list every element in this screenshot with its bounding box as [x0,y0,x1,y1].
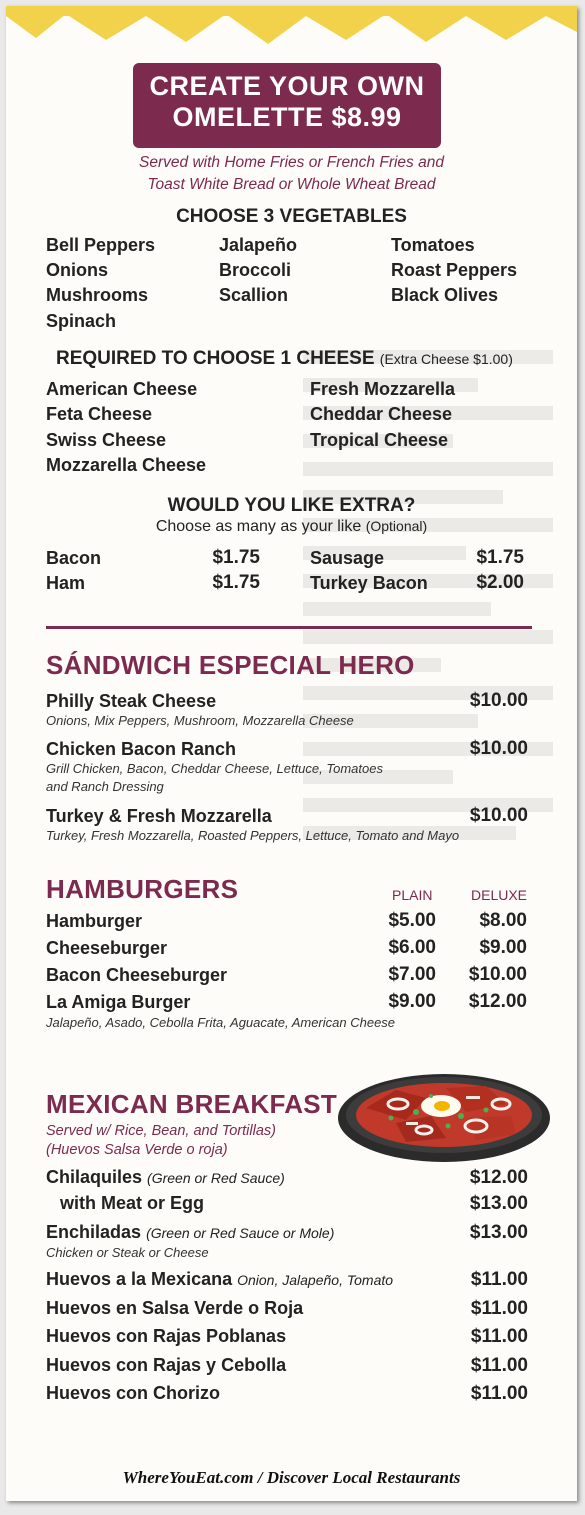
mexicana-note: Onion, Jalapeño, Tomato [237,1272,394,1288]
mexican-item-name: Huevos en Salsa Verde o Roja [46,1298,304,1318]
extra-item-price: $2.00 [476,572,524,593]
burger-plain-price: $6.00 [388,937,436,958]
extra-optional: (Optional) [365,518,428,534]
omelette-title-line1: CREATE YOUR OWN [149,71,425,101]
sandwich-item-name: Turkey & Fresh Mozzarella [46,806,272,826]
sandwich-item-desc: and Ranch Dressing [46,779,164,794]
sandwich-item-desc: Grill Chicken, Bacon, Cheddar Cheese, Lettuce, Tomatoes [46,761,383,776]
enchiladas-name: Enchiladas [46,1222,142,1242]
deluxe-column-header: DELUXE [471,887,528,903]
cheese-extra-note: (Extra Cheese $1.00) [379,351,513,367]
cheese-item: Mozzarella Cheese [46,455,207,475]
sandwich-item-price: $10.00 [469,738,528,759]
extra-item-price: $1.75 [212,547,260,568]
sandwich-item-name: Philly Steak Cheese [46,691,217,711]
section-divider [46,626,532,629]
sandwich-item-desc: Turkey, Fresh Mozzarella, Roasted Peppers, Lettuce, Tomato and Mayo [46,828,460,843]
extra-item-price: $1.75 [476,547,524,568]
chilaquiles-item [46,1167,285,1188]
vegetable-item: Jalapeño [219,235,298,255]
mexican-item-name: Huevos con Rajas Poblanas [46,1326,287,1346]
cheese-item: Swiss Cheese [46,430,167,450]
enchiladas-desc: Chicken or Steak or Cheese [46,1245,209,1260]
cheese-item: Feta Cheese [46,404,153,424]
mexican-item-price: $11.00 [470,1298,528,1319]
vegetable-item: Mushrooms [46,285,149,305]
vegetable-item: Black Olives [391,285,499,305]
cheese-item: Tropical Cheese [310,430,449,450]
extra-subheading [6,518,577,536]
vegetable-item: Spinach [46,311,117,331]
omelette-served-line1: Served with Home Fries or French Fries and [139,154,444,171]
vegetable-item: Bell Peppers [46,235,156,255]
cheese-heading-text: REQUIRED TO CHOOSE 1 CHEESE [56,348,375,369]
cheese-item: Fresh Mozzarella [310,379,456,399]
burger-item-name: Cheeseburger [46,938,168,958]
mexicana-item [46,1269,393,1290]
mexicana-price: $11.00 [470,1269,528,1290]
extra-item-name: Ham [46,573,86,593]
mexican-breakfast-heading: MEXICAN BREAKFAST [46,1089,338,1119]
mexican-item-name: Huevos con Rajas y Cebolla [46,1355,287,1375]
enchiladas-item [46,1222,334,1243]
footer-link[interactable]: WhereYouEat.com / Discover Local Restaurants [122,1468,461,1487]
sandwich-item-price: $10.00 [469,690,528,711]
extra-heading: WOULD YOU LIKE EXTRA? [167,495,416,516]
mexican-item-name: Huevos con Chorizo [46,1383,221,1403]
vegetable-item: Broccoli [219,260,292,280]
chilaquiles-name: Chilaquiles [46,1167,143,1187]
vegetable-item: Roast Peppers [391,260,518,280]
with-meat-price: $13.00 [469,1193,528,1214]
burger-deluxe-price: $12.00 [468,991,527,1012]
sandwich-item-desc: Onions, Mix Peppers, Mushroom, Mozzarella Cheese [46,713,354,728]
burger-plain-price: $5.00 [388,910,436,931]
sandwich-item-name: Chicken Bacon Ranch [46,739,237,759]
extra-item-name: Sausage [310,548,385,568]
burger-item-name: Bacon Cheeseburger [46,965,228,985]
zigzag-banner [6,6,577,46]
omelette-served-line2: Toast White Bread or Whole Wheat Bread [147,176,436,193]
chilaquiles-note: (Green or Red Sauce) [147,1170,285,1186]
vegetables-heading: CHOOSE 3 VEGETABLES [176,206,407,227]
mexican-sub-line2: (Huevos Salsa Verde o roja) [46,1142,228,1158]
vegetable-item: Onions [46,260,108,280]
burger-item-name: La Amiga Burger [46,992,191,1012]
mexican-item-price: $11.00 [470,1326,528,1347]
sandwich-heading: SÁNDWICH ESPECIAL HERO [46,650,415,680]
cheese-item: Cheddar Cheese [310,404,453,424]
hamburgers-heading: HAMBURGERS [46,874,239,904]
burger-item-desc: Jalapeño, Asado, Cebolla Frita, Aguacate, American Cheese [46,1015,396,1030]
burger-item-name: Hamburger [46,911,143,931]
mexican-item-price: $11.00 [470,1383,528,1404]
cheese-heading [56,348,513,370]
chilaquiles-plate-image [336,1068,552,1164]
mexican-item-price: $11.00 [470,1355,528,1376]
enchiladas-note: (Green or Red Sauce or Mole) [146,1225,335,1241]
burger-plain-price: $9.00 [388,991,436,1012]
burger-deluxe-price: $10.00 [468,964,527,985]
burger-deluxe-price: $8.00 [479,910,527,931]
omelette-title-box [133,63,441,148]
extra-sub-text: Choose as many as your like [155,518,362,535]
cheese-item: American Cheese [46,379,198,399]
omelette-title-line2: OMELETTE $8.99 [172,102,402,132]
burger-plain-price: $7.00 [388,964,436,985]
mexican-sub-line1: Served w/ Rice, Bean, and Tortillas) [46,1123,276,1139]
vegetable-item: Scallion [219,285,289,305]
menu-page [6,6,577,1501]
extra-item-name: Turkey Bacon [310,573,428,593]
mexicana-name: Huevos a la Mexicana [46,1269,233,1289]
extra-item-price: $1.75 [212,572,260,593]
plain-column-header: PLAIN [392,887,433,903]
burger-deluxe-price: $9.00 [479,937,527,958]
with-meat-item: with Meat or Egg [60,1193,204,1213]
chilaquiles-price: $12.00 [469,1167,528,1188]
vegetable-item: Tomatoes [391,235,475,255]
extra-item-name: Bacon [46,548,102,568]
sandwich-item-price: $10.00 [469,805,528,826]
enchiladas-price: $13.00 [469,1222,528,1243]
